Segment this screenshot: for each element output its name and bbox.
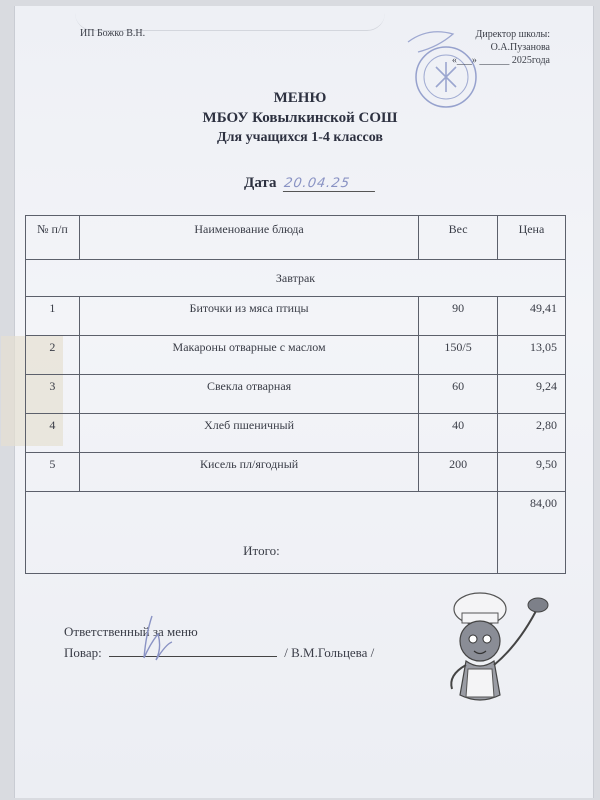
signature-icon	[132, 614, 182, 664]
table-row	[26, 453, 566, 492]
table-header-row	[26, 216, 566, 260]
date-line	[244, 175, 376, 192]
menu-title: МЕНЮ	[273, 90, 327, 106]
director-title: Директор школы:	[475, 29, 550, 40]
row-num: 5	[26, 453, 80, 492]
director-name: О.А.Пузанова	[490, 42, 550, 53]
section-label: Завтрак	[26, 260, 566, 297]
responsible-label: Ответственный за меню	[64, 624, 198, 639]
header-price: Цена	[497, 216, 565, 260]
row-name: Макароны отварные с маслом	[79, 336, 418, 375]
row-weight: 90	[419, 297, 498, 336]
row-weight: 200	[419, 453, 498, 492]
date-label: Дата	[244, 175, 277, 191]
total-row	[26, 492, 566, 574]
table-row	[26, 336, 566, 375]
header-num: № п/п	[26, 216, 80, 260]
menu-table	[25, 215, 566, 574]
header-weight: Вес	[419, 216, 498, 260]
row-weight: 150/5	[419, 336, 498, 375]
row-price: 49,41	[497, 297, 565, 336]
row-price: 9,50	[497, 453, 565, 492]
row-price: 2,80	[497, 414, 565, 453]
row-price: 13,05	[497, 336, 565, 375]
total-label: Итого:	[26, 492, 498, 574]
cook-line	[64, 645, 374, 661]
row-name: Биточки из мяса птицы	[79, 297, 418, 336]
row-num: 3	[26, 375, 80, 414]
section-row	[26, 260, 566, 297]
school-name: МБОУ Ковылкинской СОШ	[202, 110, 398, 126]
audience: Для учащихся 1-4 классов	[217, 130, 383, 145]
row-num: 2	[26, 336, 80, 375]
row-weight: 40	[419, 414, 498, 453]
row-name: Кисель пл/ягодный	[79, 453, 418, 492]
row-price: 9,24	[497, 375, 565, 414]
header-name: Наименование блюда	[79, 216, 418, 260]
row-name: Свекла отварная	[79, 375, 418, 414]
row-num: 1	[26, 297, 80, 336]
table-row	[26, 375, 566, 414]
chef-mascot-icon	[438, 585, 558, 715]
row-name: Хлеб пшеничный	[79, 414, 418, 453]
table-row	[26, 297, 566, 336]
row-num: 4	[26, 414, 80, 453]
total-price: 84,00	[497, 492, 565, 574]
date-value: 20.04.25	[283, 176, 377, 192]
supplier-name: ИП Божко В.Н.	[80, 28, 146, 39]
approval-block	[432, 28, 550, 67]
cook-label: Повар:	[64, 645, 102, 660]
table-row	[26, 414, 566, 453]
cook-name: / В.М.Гольцева /	[284, 645, 375, 660]
row-weight: 60	[419, 375, 498, 414]
approval-date: «___» ______ 2025года	[451, 55, 550, 66]
